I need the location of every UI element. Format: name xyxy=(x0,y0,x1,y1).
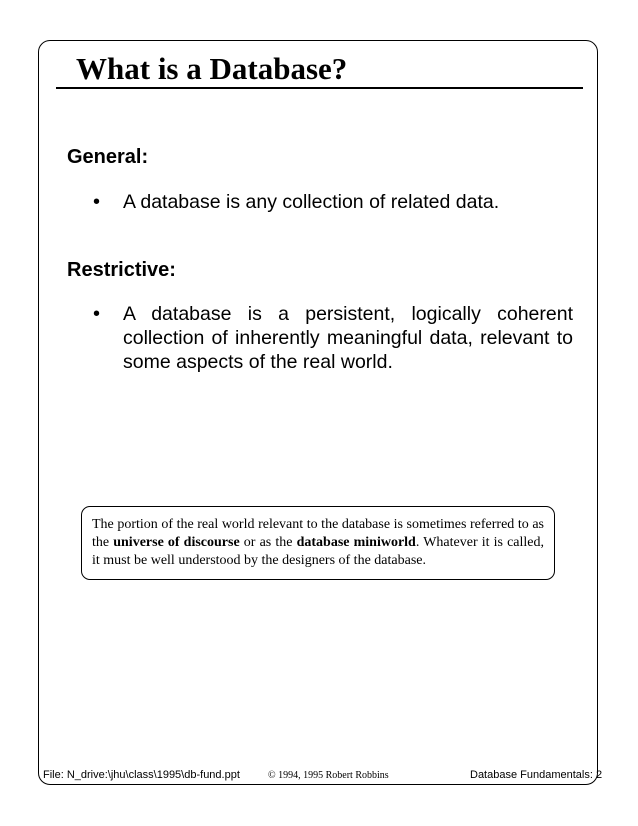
note-term-universe-of-discourse: universe of discourse xyxy=(113,535,240,550)
title-underline xyxy=(56,87,583,89)
note-text-part1: The portion of the real world relevant to the database is sometimes referred to as the xyxy=(92,517,544,550)
note-text-part3: . Whatever it is called, it must be well understood by the designers of the database. xyxy=(92,535,545,568)
note-text-part2: or as the xyxy=(239,535,297,550)
footer-page: Database Fundamentals: 2 xyxy=(470,769,603,781)
slide-title: What is a Database? xyxy=(76,51,348,86)
restrictive-bullet-text: A database is a persistent, logically coherent collection of inherently meaningful data, relevant to some aspects of the real world. xyxy=(123,303,573,373)
general-heading: General: xyxy=(67,146,149,168)
restrictive-bullet-dot: • xyxy=(93,303,101,325)
note-text xyxy=(92,516,544,570)
restrictive-heading: Restrictive: xyxy=(67,259,176,281)
general-bullet-text: A database is any collection of related data. xyxy=(123,191,500,213)
footer-file: File: N_drive:\jhu\class\1995\db-fund.ppt xyxy=(43,769,240,781)
footer-copyright: © 1994, 1995 Robert Robbins xyxy=(268,770,389,781)
general-bullet-dot: • xyxy=(93,191,101,213)
note-term-database-miniworld: database miniworld xyxy=(296,535,416,550)
